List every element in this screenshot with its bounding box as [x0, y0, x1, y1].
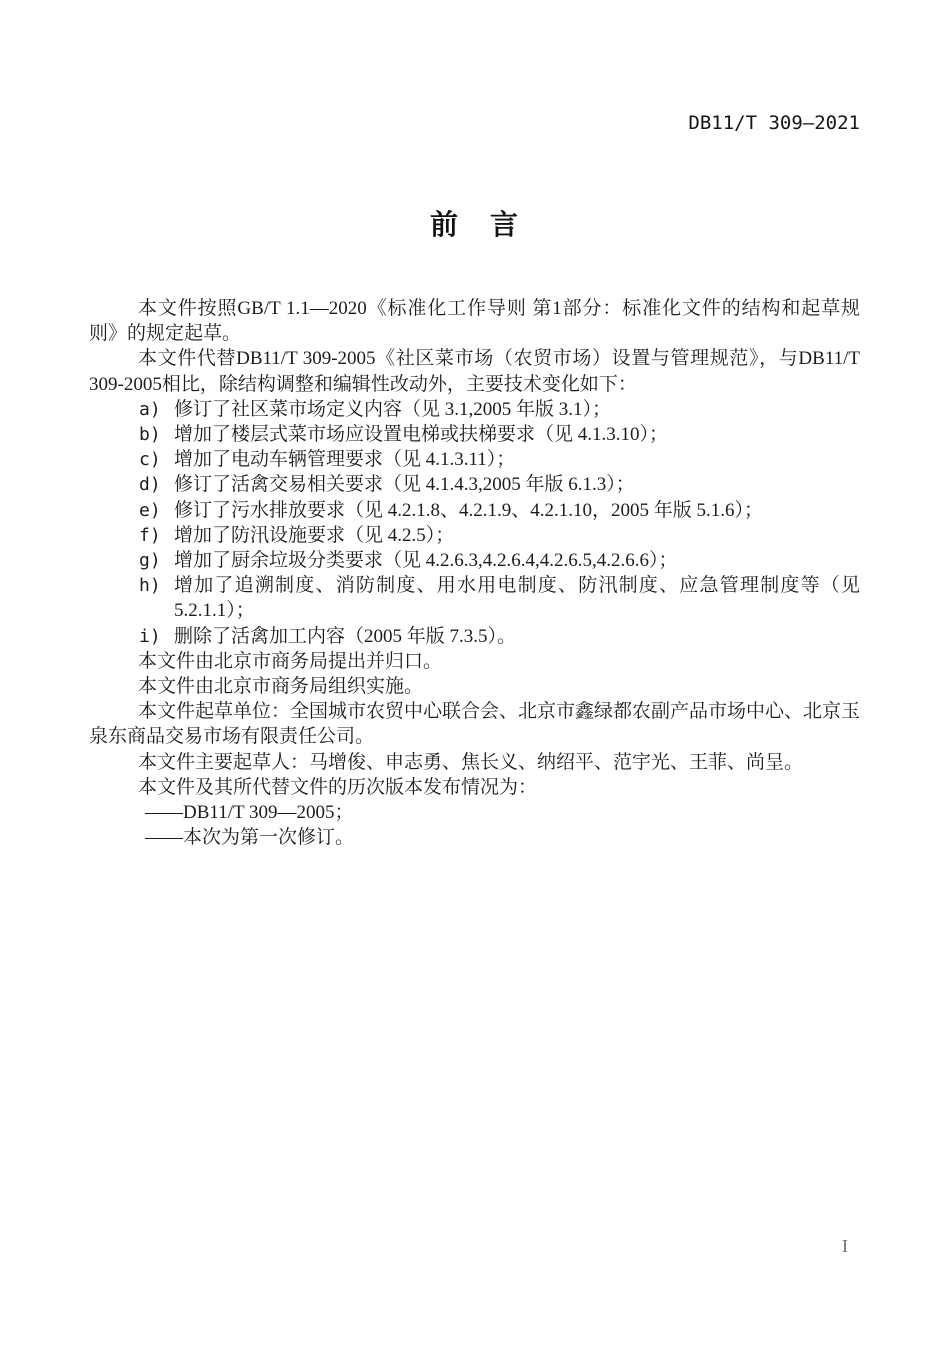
change-text: 修订了污水排放要求（见 4.2.1.8、4.2.1.9、4.2.1.10，2005 年版 5.1.6）；	[174, 499, 764, 521]
change-list-item	[89, 397, 860, 422]
standard-code: DB11/T 309—2021	[688, 112, 860, 134]
page-header	[0, 0, 950, 134]
foreword-title: 前 言	[429, 210, 520, 241]
list-marker: h)	[139, 575, 161, 597]
change-text: 修订了活禽交易相关要求（见 4.1.4.3,2005 年版 6.1.3）；	[174, 474, 635, 496]
change-list-item	[89, 498, 860, 523]
change-list-item	[89, 447, 860, 472]
list-marker: c)	[139, 449, 161, 471]
change-text: 增加了防汛设施要求（见 4.2.5）；	[174, 524, 455, 546]
change-list-item	[89, 422, 860, 447]
closing-paragraph: 本文件由北京市商务局组织实施。	[138, 676, 424, 698]
change-list-item	[89, 472, 860, 497]
change-list-item	[89, 624, 860, 649]
intro-paragraph: 本文件代替DB11/T 309-2005《社区菜市场（农贸市场）设置与管理规范》，与DB11/T 309-2005相比，除结构调整和编辑性改动外，主要技术变化如下：	[89, 348, 860, 395]
closing-paragraph: 本文件主要起草人：马增俊、申志勇、焦长义、纳绍平、范宇光、王菲、尚呈。	[138, 751, 804, 773]
closing-paragraph: 本文件由北京市商务局提出并归口。	[138, 650, 443, 672]
change-text: 增加了楼层式菜市场应设置电梯或扶梯要求（见 4.1.3.10）；	[174, 424, 669, 446]
change-text: 删除了活禽加工内容（2005 年版 7.3.5）。	[174, 625, 517, 647]
list-marker: f)	[139, 524, 161, 546]
list-marker: a)	[139, 398, 161, 420]
list-marker: b)	[139, 424, 161, 446]
closing-paragraph: 本文件起草单位：全国城市农贸中心联合会、北京市鑫绿都农副产品市场中心、北京玉泉东商品交易市场有限责任公司。	[89, 701, 861, 748]
closing-paragraph: 本文件及其所代替文件的历次版本发布情况为：	[138, 776, 538, 798]
change-list-item	[89, 548, 860, 573]
page-number: I	[842, 1236, 848, 1256]
change-text: 增加了电动车辆管理要求（见 4.1.3.11）；	[174, 449, 516, 471]
change-list-item	[89, 523, 860, 548]
change-list-item	[89, 573, 860, 623]
list-marker: d)	[139, 474, 161, 496]
intro-paragraph: 本文件按照GB/T 1.1—2020《标准化工作导则 第1部分：标准化文件的结构和起草规则》的规定起草。	[89, 298, 860, 345]
change-text: 增加了厨余垃圾分类要求（见 4.2.6.3,4.2.6.4,4.2.6.5,4.2.6.6）；	[174, 550, 678, 572]
history-item: ——本次为第一次修订。	[145, 827, 355, 849]
history-item: ——DB11/T 309—2005；	[145, 802, 354, 824]
document-body	[0, 296, 950, 850]
list-marker: e)	[139, 499, 161, 521]
change-list	[89, 397, 860, 649]
list-marker: g)	[139, 550, 161, 572]
list-marker: i)	[139, 625, 161, 647]
change-text: 修订了社区菜市场定义内容（见 3.1,2005 年版 3.1）；	[174, 398, 612, 420]
change-text: 增加了追溯制度、消防制度、用水用电制度、防汛制度、应急管理制度等（见 5.2.1.1）；	[174, 575, 860, 622]
